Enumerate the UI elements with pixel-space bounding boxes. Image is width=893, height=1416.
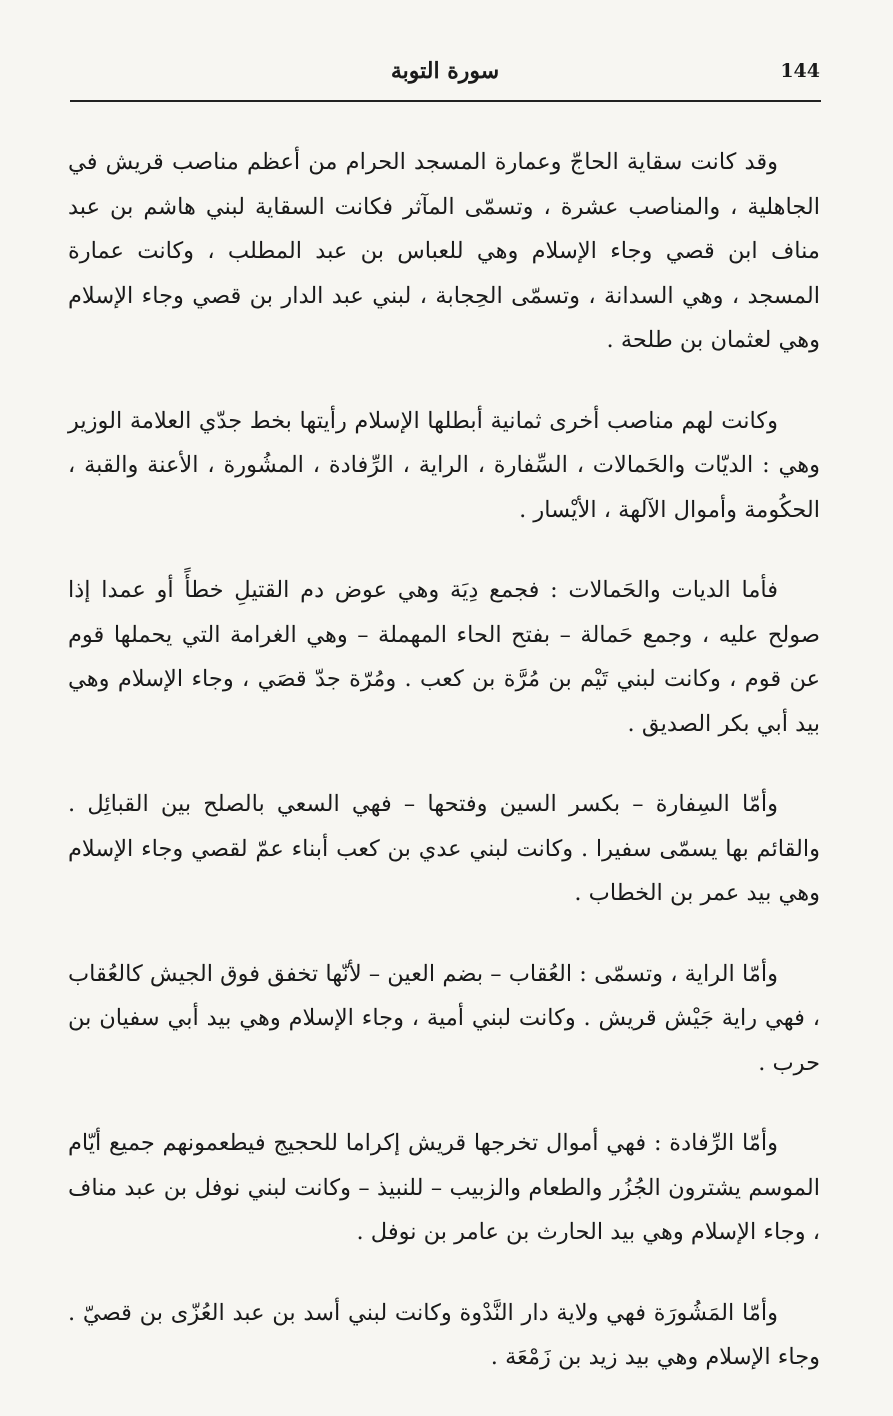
page-body (68, 140, 820, 1416)
paragraph-siqaya: وقد كانت سقاية الحاجّ وعمارة المسجد الحرام من أعظم مناصب قريش في الجاهلية ، والمناصب عشرة ، وتسمّى المآثر فكانت السقاية لبني هاشم بن عبد مناف ابن قصي وجاء الإسلام وهي للعباس بن عبد المطلب ، وكانت عمارة المسجد ، وهي السدانة ، وتسمّى الحِجابة ، لبني عبد الدار بن قصي وجاء الإسلام وهي لعثمان بن طلحة . (68, 149, 820, 353)
header-rule (70, 100, 821, 102)
running-title: سورة التوبة (390, 58, 500, 84)
paragraph-raya: وأمّا الراية ، وتسمّى : العُقاب – بضم العين – لأنّها تخفق فوق الجيش كالعُقاب ، فهي راية جَيْش قريش . وكانت لبني أمية ، وجاء الإسلام وهي بيد أبي سفيان بن حرب . (68, 960, 820, 1076)
page-number: 144 (780, 60, 820, 82)
page-header (70, 58, 820, 98)
paragraph-diyat: فأما الديات والحَمالات : فجمع دِيَة وهي عوض دم القتيلِ خطأً أو عمدا إذا صولح عليه ، وجمع حَمالة – بفتح الحاء المهملة – وهي الغرامة التي يحملها قوم عن قوم ، وكانت لبني تَيْم بن مُرَّة بن كعب . ومُرّة جدّ قصَي ، وجاء الإسلام وهي بيد أبي بكر الصديق . (68, 577, 820, 737)
paragraph-sifara: وأمّا السِفارة – بكسر السين وفتحها – فهي السعي بالصلح بين القبائِل . والقائم بها يسمّى سفيرا . وكانت لبني عدي بن كعب أبناء عمّ لقصي وجاء الإسلام وهي بيد عمر بن الخطاب . (68, 791, 820, 906)
paragraph-rifada: وأمّا الرِّفادة : فهي أموال تخرجها قريش إكراما للحجيج فيطعمونهم جميع أيّام الموسم يشترون الجُزُر والطعام والزبيب – للنبيذ – وكانت لبني نوفل بن عبد مناف ، وجاء الإسلام وهي بيد الحارث بن عامر بن نوفل . (68, 1130, 820, 1245)
paragraph-other-offices: وكانت لهم مناصب أخرى ثمانية أبطلها الإسلام رأيتها بخط جدّي العلامة الوزير وهي : الديّات والحَمالات ، السِّفارة ، الراية ، الرِّفادة ، المشُورة ، الأعنة والقبة ، الحكُومة وأموال الآلهة ، الأيْسار . (68, 407, 820, 523)
paragraph-mashura: وأمّا المَشُورَة فهي ولاية دار النَّدْوة وكانت لبني أسد بن عبد العُزّى بن قصيّ . وجاء الإسلام وهي بيد زيد بن زَمْعَة . (68, 1299, 820, 1370)
